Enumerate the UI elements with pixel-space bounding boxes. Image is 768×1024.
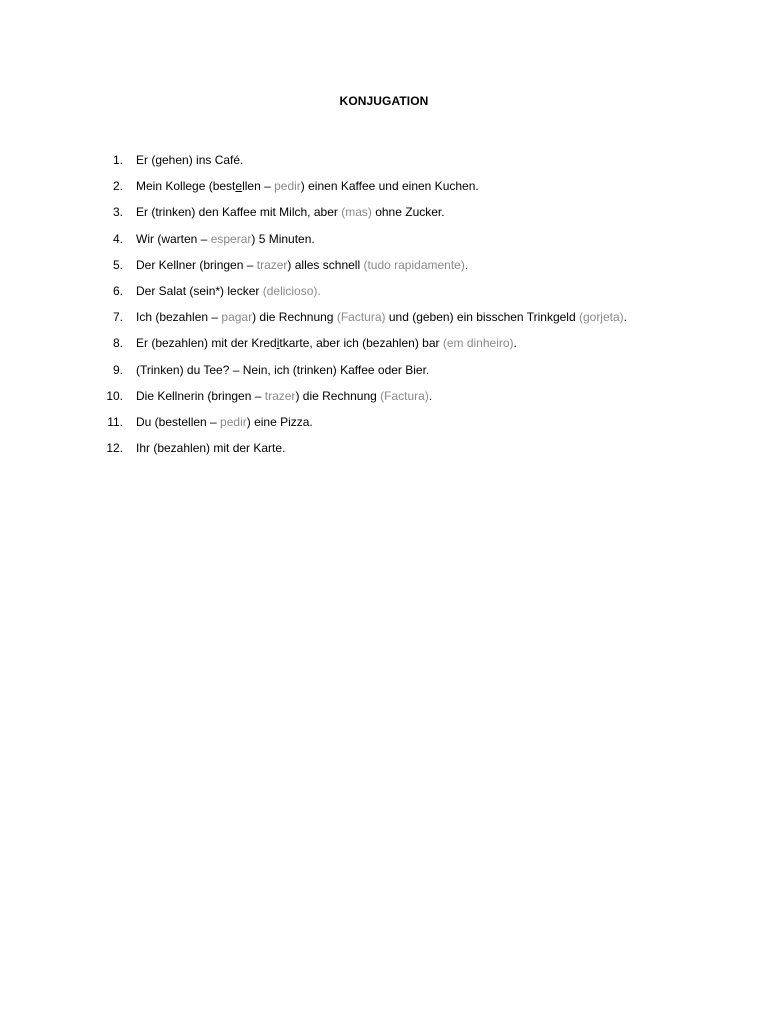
item-number: 7.	[112, 310, 123, 325]
translation-hint: trazer	[264, 388, 296, 403]
item-number: 9.	[112, 362, 123, 377]
item-sentence	[136, 334, 517, 352]
item-sentence	[136, 256, 468, 274]
list-item	[0, 203, 768, 229]
translation-hint: (Factura)	[336, 310, 386, 325]
item-number: 10.	[106, 388, 123, 403]
translation-hint: trazer	[256, 257, 288, 272]
translation-hint: (em dinheiro)	[442, 336, 514, 351]
list-item	[0, 334, 768, 360]
item-sentence	[136, 203, 445, 221]
list-item	[0, 282, 768, 308]
sentence-text: Die Kellnerin (bringen –	[136, 388, 265, 403]
sentence-text: Er (bezahlen) mit der Kred	[136, 336, 277, 351]
list-item	[0, 256, 768, 282]
item-number: 4.	[112, 231, 123, 246]
item-sentence	[136, 387, 432, 405]
list-item	[0, 361, 768, 387]
sentence-text: tkarte, aber ich (bezahlen) bar	[279, 336, 443, 351]
sentence-text: Er (trinken) den Kaffee mit Milch, aber	[136, 205, 342, 220]
page-title: KONJUGATION	[339, 94, 429, 108]
item-sentence	[136, 361, 429, 379]
sentence-text: .	[428, 388, 433, 403]
list-item	[0, 151, 768, 177]
sentence-text: llen –	[242, 179, 275, 194]
sentence-text: .	[464, 257, 469, 272]
item-sentence	[136, 439, 285, 457]
sentence-text: Du (bestellen –	[136, 414, 221, 429]
item-sentence	[136, 230, 315, 248]
translation-hint: pagar	[221, 310, 253, 325]
translation-hint: (gorjeta)	[578, 310, 624, 325]
translation-hint: esperar	[210, 231, 252, 246]
translation-hint: pedir	[274, 179, 301, 194]
item-number: 11.	[107, 414, 123, 429]
sentence-text: ) 5 Minuten.	[251, 231, 315, 246]
list-item	[0, 230, 768, 256]
sentence-text: Ich (bezahlen –	[136, 310, 222, 325]
translation-hint: (Factura)	[380, 388, 429, 403]
item-sentence	[136, 413, 313, 431]
item-sentence	[136, 177, 479, 195]
sentence-text: ) alles schnell	[287, 257, 364, 272]
item-sentence	[136, 151, 243, 169]
list-item	[0, 439, 768, 465]
sentence-text: Ihr (bezahlen) mit der Karte.	[136, 441, 286, 456]
sentence-text: Der Salat (sein*) lecker	[136, 283, 263, 298]
item-number: 8.	[112, 336, 123, 351]
stress-mark: e	[235, 179, 243, 194]
sentence-text: Er (gehen) ins Café.	[136, 153, 244, 167]
list-item	[0, 308, 768, 334]
sentence-text: Mein Kollege (best	[136, 179, 236, 194]
item-sentence	[136, 308, 627, 326]
translation-hint: (delicioso).	[262, 283, 321, 298]
sentence-text: Wir (warten –	[136, 231, 211, 246]
translation-hint: pedir	[220, 414, 247, 429]
translation-hint: (tudo rapidamente)	[363, 257, 465, 272]
sentence-text: und (geben) ein bisschen Trinkgeld	[385, 310, 579, 325]
translation-hint: (mas)	[341, 205, 372, 220]
item-number: 2.	[112, 179, 123, 194]
exercise-list	[0, 151, 768, 465]
sentence-text: ) einen Kaffee und einen Kuchen.	[300, 179, 479, 194]
item-number: 6.	[112, 283, 123, 298]
item-sentence	[136, 282, 321, 300]
item-number: 1.	[112, 153, 123, 167]
sentence-text: .	[513, 336, 517, 351]
sentence-text: ohne Zucker.	[371, 205, 445, 220]
sentence-text: (Trinken) du Tee? – Nein, ich (trinken) Kaffee oder Bier.	[136, 362, 430, 377]
item-number: 12.	[106, 441, 123, 456]
sentence-text: Der Kellner (bringen –	[136, 257, 257, 272]
list-item	[0, 177, 768, 203]
item-number: 3.	[112, 205, 123, 220]
item-number: 5.	[112, 257, 123, 272]
sentence-text: ) die Rechnung	[295, 388, 381, 403]
sentence-text: ) die Rechnung	[252, 310, 337, 325]
sentence-text: .	[623, 310, 627, 325]
list-item	[0, 413, 768, 439]
list-item	[0, 387, 768, 413]
sentence-text: ) eine Pizza.	[246, 414, 313, 429]
stress-mark: i	[276, 336, 280, 351]
